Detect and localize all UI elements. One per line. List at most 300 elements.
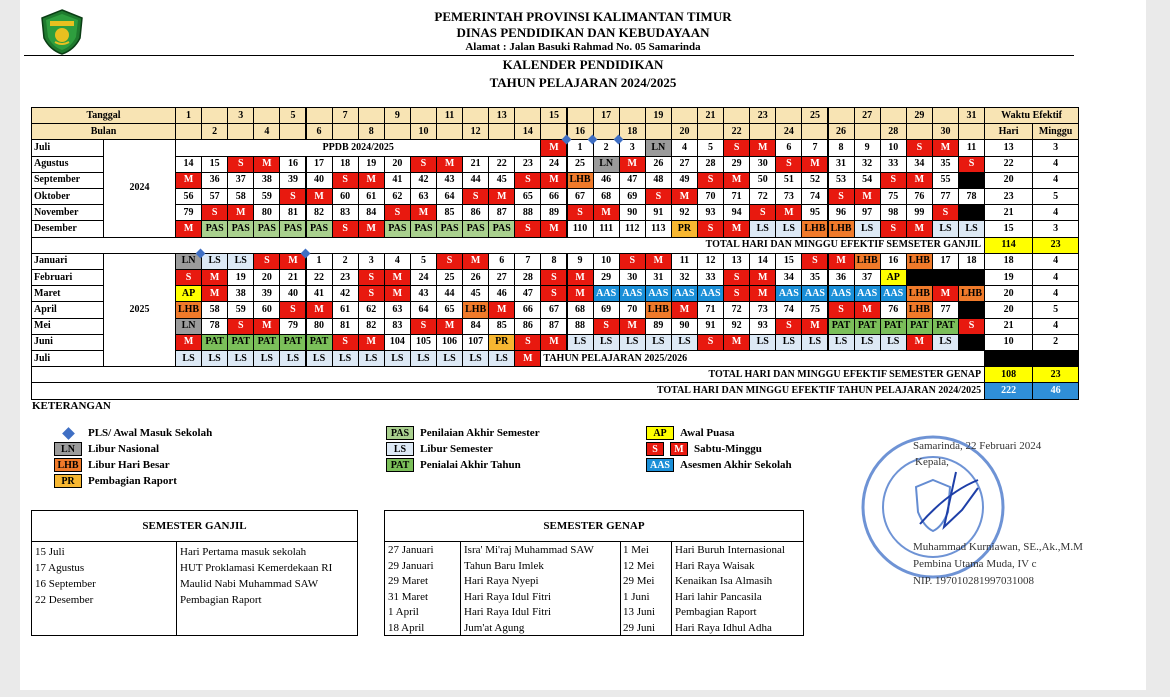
day-cell: LS <box>227 350 254 367</box>
day-number-header <box>488 123 515 140</box>
day-cell: M <box>906 334 933 351</box>
day-cell: PAT <box>227 334 254 351</box>
day-cell: 77 <box>932 301 959 318</box>
tanggal-label: Tanggal <box>31 107 176 124</box>
minggu-efektif: 4 <box>1032 156 1079 173</box>
day-cell: 17 <box>932 253 959 270</box>
day-cell: 21 <box>462 156 489 173</box>
day-cell: 28 <box>514 269 541 286</box>
day-cell: PAS <box>227 220 254 237</box>
day-number-header <box>854 123 881 140</box>
hari-efektif: 15 <box>984 220 1033 237</box>
semester-genap-title: SEMESTER GENAP <box>385 511 803 542</box>
day-cell: 69 <box>619 188 646 205</box>
day-number-header <box>775 107 802 124</box>
signature-nip: NIP. 197010281997031008 <box>913 575 1035 587</box>
day-number-header <box>253 107 280 124</box>
minggu-efektif: 4 <box>1032 269 1079 286</box>
day-cell: 29 <box>723 156 750 173</box>
day-number-header: 2 <box>201 123 228 140</box>
day-cell: S <box>175 269 202 286</box>
minggu-efektif: 4 <box>1032 172 1079 189</box>
day-cell: S <box>279 301 306 318</box>
day-cell: 26 <box>462 269 489 286</box>
day-number-header: 6 <box>306 123 333 140</box>
day-cell: M <box>671 301 698 318</box>
day-cell: M <box>671 188 698 205</box>
day-cell: 34 <box>906 156 933 173</box>
header-address: Alamat : Jalan Basuki Rahmad No. 05 Samarinda <box>465 41 701 53</box>
month-name: Maret <box>31 285 104 302</box>
day-cell: 7 <box>514 253 541 270</box>
event-name: Hari Pertama masuk sekolah <box>180 546 307 558</box>
day-cell: AAS <box>880 285 907 302</box>
day-cell: 61 <box>332 301 359 318</box>
day-cell: LHB <box>645 301 672 318</box>
day-cell: 96 <box>828 204 855 221</box>
day-cell: M <box>175 172 202 189</box>
total-ganjil-minggu: 23 <box>1032 237 1079 254</box>
day-cell: LS <box>279 350 306 367</box>
day-cell: LS <box>306 350 333 367</box>
legend-label: Libur Semester <box>420 443 493 455</box>
day-cell: M <box>306 188 333 205</box>
day-cell: 40 <box>306 172 333 189</box>
day-number-header <box>828 107 855 124</box>
day-cell: 10 <box>593 253 620 270</box>
day-cell: 107 <box>462 334 489 351</box>
day-cell: 23 <box>514 156 541 173</box>
day-cell: M <box>906 172 933 189</box>
day-number-header <box>801 123 828 140</box>
total-genap-hari: 108 <box>984 366 1033 383</box>
minggu-efektif: 5 <box>1032 301 1079 318</box>
day-cell: AAS <box>671 285 698 302</box>
day-cell: 68 <box>567 301 594 318</box>
day-cell: 20 <box>253 269 280 286</box>
day-cell: 33 <box>697 269 724 286</box>
day-cell: PAT <box>279 334 306 351</box>
day-cell: 71 <box>723 188 750 205</box>
day-cell: M <box>619 318 646 335</box>
event-date: 1 April <box>388 606 419 618</box>
day-cell: 47 <box>619 172 646 189</box>
header-year: TAHUN PELAJARAN 2024/2025 <box>489 75 677 90</box>
day-cell: S <box>828 188 855 205</box>
day-cell: 56 <box>175 188 202 205</box>
day-cell: 37 <box>854 269 881 286</box>
day-number-header <box>645 123 672 140</box>
day-cell: M <box>854 301 881 318</box>
day-cell: 19 <box>227 269 254 286</box>
day-cell: 11 <box>671 253 698 270</box>
signature-rank: Pembina Utama Muda, IV c <box>913 558 1037 570</box>
day-number-header <box>279 123 306 140</box>
day-cell <box>958 334 985 351</box>
day-cell: S <box>410 156 437 173</box>
day-cell: 46 <box>593 172 620 189</box>
day-cell: PAS <box>201 220 228 237</box>
hari-efektif: 20 <box>984 172 1033 189</box>
day-cell: 79 <box>175 204 202 221</box>
day-cell: S <box>410 318 437 335</box>
minggu-header: Minggu <box>1032 123 1079 140</box>
legend-swatch: AAS <box>646 458 674 472</box>
day-cell: 42 <box>332 285 359 302</box>
day-cell: 74 <box>801 188 828 205</box>
day-cell: 73 <box>775 188 802 205</box>
minggu-efektif: 4 <box>1032 318 1079 335</box>
day-cell: S <box>880 220 907 237</box>
day-number-header: 10 <box>410 123 437 140</box>
day-cell: 72 <box>749 188 776 205</box>
hari-efektif <box>984 350 1033 367</box>
day-cell: 4 <box>671 139 698 156</box>
day-cell: LS <box>671 334 698 351</box>
legend-label: Penialai Akhir Tahun <box>420 459 521 471</box>
day-cell: 87 <box>540 318 567 335</box>
legend-item <box>386 458 521 472</box>
header-divider <box>24 55 1074 56</box>
day-cell: PAS <box>410 220 437 237</box>
day-cell: 31 <box>828 156 855 173</box>
day-number-header: 19 <box>645 107 672 124</box>
day-cell: 68 <box>593 188 620 205</box>
day-cell: 66 <box>514 301 541 318</box>
day-cell: LS <box>227 253 254 270</box>
day-cell: AAS <box>828 285 855 302</box>
diamond-icon <box>54 426 82 440</box>
day-cell: 15 <box>201 156 228 173</box>
day-number-header: 22 <box>723 123 750 140</box>
document-page <box>20 0 1146 690</box>
day-cell: S <box>253 253 280 270</box>
day-cell: 39 <box>279 172 306 189</box>
day-cell: S <box>358 285 385 302</box>
day-cell: S <box>540 269 567 286</box>
day-cell: 2 <box>593 139 620 156</box>
day-cell: 93 <box>749 318 776 335</box>
day-cell: M <box>227 204 254 221</box>
day-cell: 26 <box>645 156 672 173</box>
day-cell: 44 <box>462 172 489 189</box>
day-cell: PAS <box>253 220 280 237</box>
day-number-header: 25 <box>801 107 828 124</box>
day-cell: 53 <box>828 172 855 189</box>
day-cell: 17 <box>306 156 333 173</box>
day-number-header <box>514 107 541 124</box>
day-cell: S <box>723 269 750 286</box>
month-name: Mei <box>31 318 104 335</box>
day-cell: 41 <box>306 285 333 302</box>
day-cell: 36 <box>201 172 228 189</box>
day-cell: LS <box>854 334 881 351</box>
day-cell: M <box>384 285 411 302</box>
hari-efektif: 10 <box>984 334 1033 351</box>
day-cell: 24 <box>410 269 437 286</box>
event-date: 22 Desember <box>35 594 94 606</box>
hari-efektif: 19 <box>984 269 1033 286</box>
day-cell: 11 <box>958 139 985 156</box>
day-number-header: 28 <box>880 123 907 140</box>
day-cell: LHB <box>828 220 855 237</box>
day-cell: LN <box>645 139 672 156</box>
semester-genap-table <box>384 510 804 636</box>
day-number-header <box>932 107 959 124</box>
day-number-header <box>880 107 907 124</box>
year-2025: 2025 <box>103 253 176 367</box>
day-cell: 5 <box>410 253 437 270</box>
day-cell: S <box>540 285 567 302</box>
day-cell: M <box>410 204 437 221</box>
day-cell: M <box>801 156 828 173</box>
day-cell: AAS <box>854 285 881 302</box>
day-cell: 80 <box>253 204 280 221</box>
day-cell: LS <box>775 334 802 351</box>
day-cell: LHB <box>958 285 985 302</box>
day-cell: 59 <box>227 301 254 318</box>
day-cell: 38 <box>227 285 254 302</box>
legend-item <box>646 426 735 440</box>
day-cell: M <box>462 253 489 270</box>
event-name: Isra' Mi'raj Muhammad SAW <box>464 544 594 556</box>
day-cell: M <box>488 188 515 205</box>
legend-item <box>386 426 540 440</box>
day-number-header <box>332 123 359 140</box>
day-cell: 85 <box>488 318 515 335</box>
day-cell: 77 <box>932 188 959 205</box>
day-cell: 32 <box>671 269 698 286</box>
day-cell: AP <box>880 269 907 286</box>
day-cell: 6 <box>488 253 515 270</box>
day-cell: M <box>540 139 567 156</box>
day-cell: 8 <box>828 139 855 156</box>
day-cell: 10 <box>880 139 907 156</box>
day-cell: LS <box>593 334 620 351</box>
day-cell: 76 <box>906 188 933 205</box>
day-cell: 37 <box>227 172 254 189</box>
bulan-label: Bulan <box>31 123 176 140</box>
day-cell: 78 <box>958 188 985 205</box>
day-cell: M <box>775 204 802 221</box>
month-name: Februari <box>31 269 104 286</box>
legend-label: PLS/ Awal Masuk Sekolah <box>88 427 213 439</box>
day-cell: 32 <box>854 156 881 173</box>
day-cell: 1 <box>567 139 594 156</box>
day-cell: 45 <box>462 285 489 302</box>
day-cell: AAS <box>801 285 828 302</box>
day-cell: M <box>723 172 750 189</box>
day-number-header: 11 <box>436 107 463 124</box>
year-2024: 2024 <box>103 139 176 237</box>
month-name: Agustus <box>31 156 104 173</box>
hari-efektif: 21 <box>984 318 1033 335</box>
day-cell: 40 <box>279 285 306 302</box>
column-divider <box>671 541 672 635</box>
month-name: April <box>31 301 104 318</box>
minggu-efektif: 2 <box>1032 334 1079 351</box>
day-cell <box>958 172 985 189</box>
day-cell: S <box>958 156 985 173</box>
day-cell: 83 <box>384 318 411 335</box>
day-cell: LHB <box>801 220 828 237</box>
legend-item <box>54 474 177 488</box>
day-cell: 25 <box>567 156 594 173</box>
event-name: Hari lahir Pancasila <box>675 590 762 603</box>
day-cell: 93 <box>697 204 724 221</box>
day-number-header: 31 <box>958 107 985 124</box>
day-cell: LS <box>854 220 881 237</box>
event-date: 29 Maret <box>388 575 429 587</box>
event-name: Hari Raya Idul Fitri <box>464 606 552 618</box>
hari-efektif: 20 <box>984 301 1033 318</box>
day-cell: 28 <box>697 156 724 173</box>
day-cell: LS <box>932 220 959 237</box>
day-cell: S <box>775 156 802 173</box>
day-cell: LS <box>462 350 489 367</box>
day-cell: 65 <box>436 301 463 318</box>
legend-label: Sabtu-Minggu <box>694 443 762 455</box>
hari-efektif: 13 <box>984 139 1033 156</box>
day-cell: M <box>175 334 202 351</box>
day-cell: 82 <box>358 318 385 335</box>
day-cell: M <box>723 220 750 237</box>
day-cell: PAT <box>253 334 280 351</box>
day-cell: 76 <box>880 301 907 318</box>
day-cell: 81 <box>279 204 306 221</box>
day-number-header <box>671 107 698 124</box>
day-number-header: 4 <box>253 123 280 140</box>
event-date: 31 Maret <box>388 590 429 603</box>
day-cell: 31 <box>645 269 672 286</box>
day-number-header <box>462 107 489 124</box>
day-number-header <box>958 123 985 140</box>
day-cell: 61 <box>358 188 385 205</box>
day-cell: 19 <box>358 156 385 173</box>
day-cell: 83 <box>332 204 359 221</box>
legend-item <box>54 458 170 472</box>
day-cell: LS <box>488 350 515 367</box>
day-cell: LHB <box>854 253 881 270</box>
day-cell: LN <box>175 318 202 335</box>
day-cell: 16 <box>880 253 907 270</box>
day-cell: S <box>227 318 254 335</box>
day-cell: 67 <box>540 301 567 318</box>
day-number-header: 1 <box>175 107 202 124</box>
day-cell: M <box>175 220 202 237</box>
day-cell: S <box>619 253 646 270</box>
legend-swatch: LHB <box>54 458 82 472</box>
day-cell: S <box>514 220 541 237</box>
header-province: PEMERINTAH PROVINSI KALIMANTAN TIMUR <box>434 9 732 24</box>
legend-swatch: LS <box>386 442 414 456</box>
day-cell: LS <box>801 334 828 351</box>
day-cell: 90 <box>619 204 646 221</box>
day-cell: S <box>279 188 306 205</box>
month-name: Desember <box>31 220 104 237</box>
day-number-header <box>619 107 646 124</box>
day-cell: 88 <box>567 318 594 335</box>
day-number-header: 27 <box>854 107 881 124</box>
day-cell: 51 <box>775 172 802 189</box>
day-cell: 111 <box>593 220 620 237</box>
hari-efektif: 18 <box>984 253 1033 270</box>
day-cell <box>958 301 985 318</box>
day-cell: 9 <box>567 253 594 270</box>
hari-efektif: 22 <box>984 156 1033 173</box>
day-cell: 70 <box>697 188 724 205</box>
legend-item <box>54 426 212 440</box>
day-cell: LS <box>332 350 359 367</box>
day-cell: 82 <box>306 204 333 221</box>
day-cell: 47 <box>514 285 541 302</box>
legend-label: Penilaian Akhir Semester <box>420 427 540 439</box>
month-name: Juni <box>31 334 104 351</box>
day-cell: 105 <box>410 334 437 351</box>
day-cell: 27 <box>671 156 698 173</box>
day-cell: 65 <box>514 188 541 205</box>
day-cell: M <box>593 204 620 221</box>
day-cell: S <box>645 188 672 205</box>
day-cell: 91 <box>645 204 672 221</box>
day-cell: LHB <box>906 301 933 318</box>
day-cell: S <box>567 204 594 221</box>
total-ganjil-hari: 114 <box>984 237 1033 254</box>
event-name: Pembagian Raport <box>675 606 757 618</box>
day-number-header <box>697 123 724 140</box>
day-cell <box>958 204 985 221</box>
event-date: 12 Mei <box>623 559 655 572</box>
day-cell: 79 <box>279 318 306 335</box>
day-cell: LS <box>175 350 202 367</box>
day-number-header: 18 <box>619 123 646 140</box>
legend-label: Libur Nasional <box>88 443 160 455</box>
day-cell: 58 <box>227 188 254 205</box>
day-number-header <box>567 107 594 124</box>
signature-name: Muhammad Kurniawan, SE.,Ak.,M.M <box>913 541 1083 553</box>
day-cell: S <box>775 318 802 335</box>
day-cell: M <box>279 253 306 270</box>
day-cell: 15 <box>775 253 802 270</box>
day-cell: 64 <box>410 301 437 318</box>
day-cell: S <box>227 156 254 173</box>
day-number-header: 21 <box>697 107 724 124</box>
day-cell: 59 <box>253 188 280 205</box>
hari-efektif: 23 <box>984 188 1033 205</box>
day-cell: PAS <box>384 220 411 237</box>
day-cell: S <box>958 318 985 335</box>
signature-place-date: Samarinda, 22 Februari 2024 <box>913 440 1042 452</box>
day-cell: M <box>749 285 776 302</box>
day-cell: 87 <box>488 204 515 221</box>
hari-efektif: 20 <box>984 285 1033 302</box>
day-cell: S <box>828 301 855 318</box>
month-name: Juli <box>31 350 104 367</box>
day-number-header: 13 <box>488 107 515 124</box>
column-divider <box>620 541 621 635</box>
day-cell: M <box>540 220 567 237</box>
day-number-header: 3 <box>227 107 254 124</box>
day-cell: LS <box>567 334 594 351</box>
day-cell: S <box>514 172 541 189</box>
day-cell: M <box>932 139 959 156</box>
ppdb-label: PPDB 2024/2025 <box>175 139 541 156</box>
day-cell: 112 <box>619 220 646 237</box>
day-number-header <box>227 123 254 140</box>
day-cell: M <box>567 269 594 286</box>
day-cell: 99 <box>906 204 933 221</box>
day-cell: LS <box>201 350 228 367</box>
